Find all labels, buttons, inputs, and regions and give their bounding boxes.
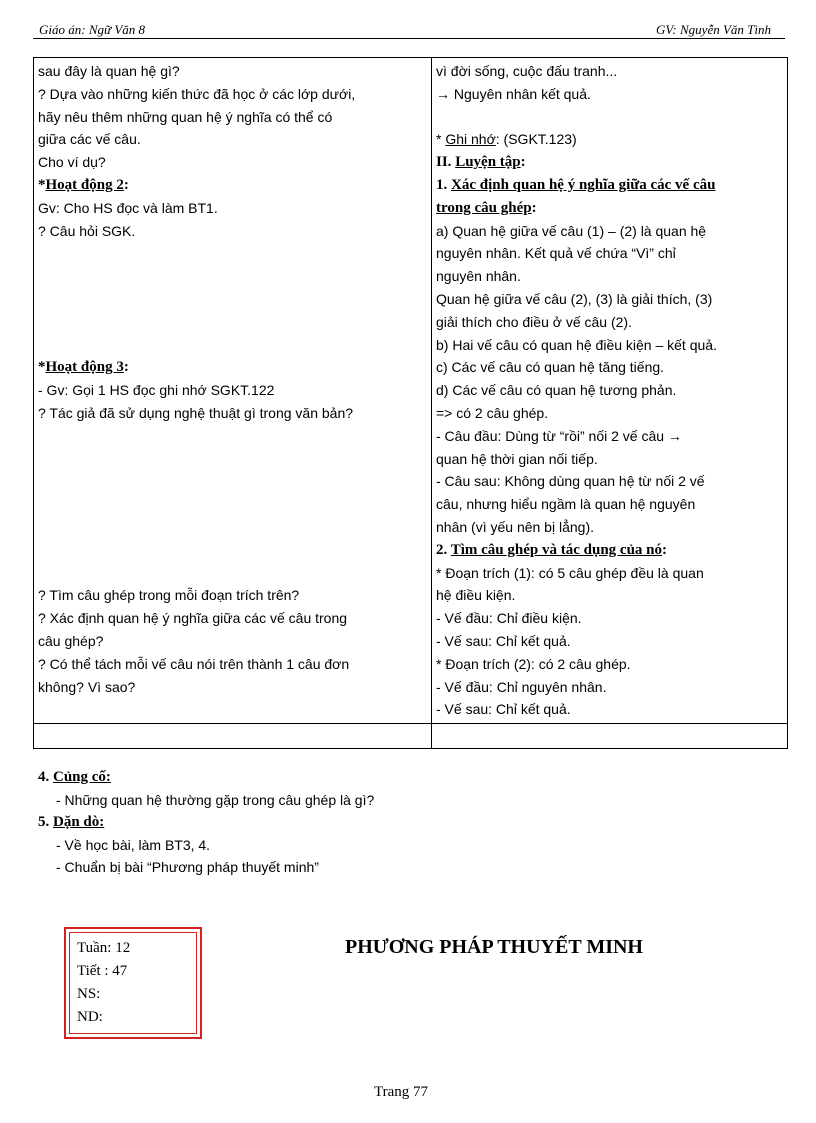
- text-line: nguyên nhân. Kết quả vế chứa “Vì” chỉ: [436, 245, 676, 262]
- practice-heading: II. Luyện tập:: [436, 154, 526, 171]
- homework-item: - Chuẩn bị bài “Phương pháp thuyết minh”: [56, 859, 319, 876]
- text-line: d) Các vế câu có quan hệ tương phản.: [436, 382, 677, 399]
- empty-cell: [34, 724, 432, 749]
- text-line: - Câu sau: Không dùng quan hệ từ nối 2 vế: [436, 473, 705, 490]
- homework-heading: 5. Dặn dò:: [38, 814, 105, 831]
- text-line: - Vế đầu: Chỉ điều kiện.: [436, 610, 582, 627]
- lesson-table: [33, 57, 788, 749]
- text-line: giải thích cho điều ở vế câu (2).: [436, 313, 632, 330]
- lesson-info-box: [64, 927, 202, 1039]
- text-line: câu, nhưng hiểu ngầm là quan hệ nguyên: [436, 496, 696, 513]
- text-line: giữa các vế câu.: [38, 131, 141, 148]
- consolidation-heading: 4. Củng cố:: [38, 769, 111, 785]
- table-row: [34, 58, 788, 724]
- text-line: ? Tìm câu ghép trong mỗi đoạn trích trên?: [38, 587, 300, 604]
- text-line: - Vế sau: Chỉ kết quả.: [436, 632, 571, 649]
- text-line: hệ điều kiện.: [436, 587, 516, 604]
- text-line: - Vế sau: Chỉ kết quả.: [436, 701, 571, 718]
- text-line: nguyên nhân.: [436, 268, 521, 285]
- text-line: c) Các vế câu có quan hệ tăng tiếng.: [436, 359, 665, 376]
- lesson-title: PHƯƠNG PHÁP THUYẾT MINH: [345, 936, 643, 958]
- text-line: - Câu đầu: Dùng từ “rồi” nối 2 vế câu →: [436, 427, 682, 444]
- text-line: ? Có thể tách mỗi vế câu nói trên thành 1 câu đơn: [38, 655, 350, 672]
- text-line: sau đây là quan hệ gì?: [38, 63, 180, 79]
- remember-note: * Ghi nhớ: (SGKT.123): [436, 131, 577, 148]
- text-line: b) Hai vế câu có quan hệ điều kiện – kết quả.: [436, 336, 717, 353]
- text-line: Quan hệ giữa vế câu (2), (3) là giải thích, (3): [436, 290, 713, 307]
- text-line: câu ghép?: [38, 632, 104, 649]
- text-line: a) Quan hệ giữa vế câu (1) – (2) là quan hệ: [436, 222, 707, 239]
- week-label: Tuần: 12: [77, 940, 131, 956]
- teacher-activity-cell: [34, 58, 432, 724]
- homework-item: - Về học bài, làm BT3, 4.: [56, 836, 211, 853]
- header-teacher: GV: Nguyễn Văn Tình: [655, 22, 771, 37]
- text-line: nhân (vì yếu nên bị lẳng).: [436, 518, 594, 535]
- ns-label: NS:: [77, 986, 101, 1002]
- text-line: ? Dựa vào những kiến thức đã học ở các lớp dưới,: [38, 85, 356, 102]
- empty-cell: [432, 724, 788, 749]
- text-line: vì đời sống, cuộc đấu tranh...: [436, 63, 618, 79]
- text-line: ? Câu hỏi SGK.: [38, 222, 136, 239]
- activity-3-heading: *Hoạt động 3:: [38, 359, 129, 376]
- exercise-1-heading-cont: trong câu ghép:: [436, 199, 537, 216]
- text-line: ? Xác định quan hệ ý nghĩa giữa các vế câu trong: [38, 610, 348, 627]
- text-line: quan hệ thời gian nối tiếp.: [436, 450, 598, 467]
- content-cell: [432, 58, 788, 724]
- page-header: [33, 22, 785, 39]
- text-line: * Đoạn trích (2): có 2 câu ghép.: [436, 655, 631, 672]
- text-line: Gv: Cho HS đọc và làm BT1.: [38, 199, 218, 216]
- activity-2-heading: *Hoạt động 2:: [38, 176, 129, 193]
- text-line: Cho ví dụ?: [38, 154, 106, 171]
- consolidation-item: - Những quan hệ thường gặp trong câu ghép là gì?: [56, 791, 375, 808]
- exercise-2-heading: 2. Tìm câu ghép và tác dụng của nó:: [436, 541, 668, 558]
- text-line: => có 2 câu ghép.: [436, 404, 549, 421]
- text-line: - Vế đầu: Chỉ nguyên nhân.: [436, 678, 607, 695]
- header-lesson-plan: Giáo án: Ngữ Văn 8: [39, 22, 146, 37]
- text-line: ? Tác giả đã sử dụng nghệ thuật gì trong văn bản?: [38, 404, 354, 421]
- text-line: hãy nêu thêm những quan hệ ý nghĩa có thể có: [38, 108, 333, 125]
- text-line: * Đoạn trích (1): có 5 câu ghép đều là quan: [436, 564, 704, 581]
- text-line: không? Vì sao?: [38, 678, 136, 695]
- period-label: Tiết : 47: [77, 963, 128, 979]
- exercise-1-heading: 1. Xác định quan hệ ý nghĩa giữa các vế câu: [436, 176, 716, 193]
- page-number: Trang 77: [374, 1084, 429, 1100]
- nd-label: ND:: [77, 1009, 103, 1025]
- text-line: - Gv: Gọi 1 HS đọc ghi nhớ SGKT.122: [38, 382, 275, 399]
- closing-section: [38, 766, 374, 879]
- text-line: → Nguyên nhân kết quả.: [436, 85, 591, 102]
- table-row-empty: [34, 724, 788, 749]
